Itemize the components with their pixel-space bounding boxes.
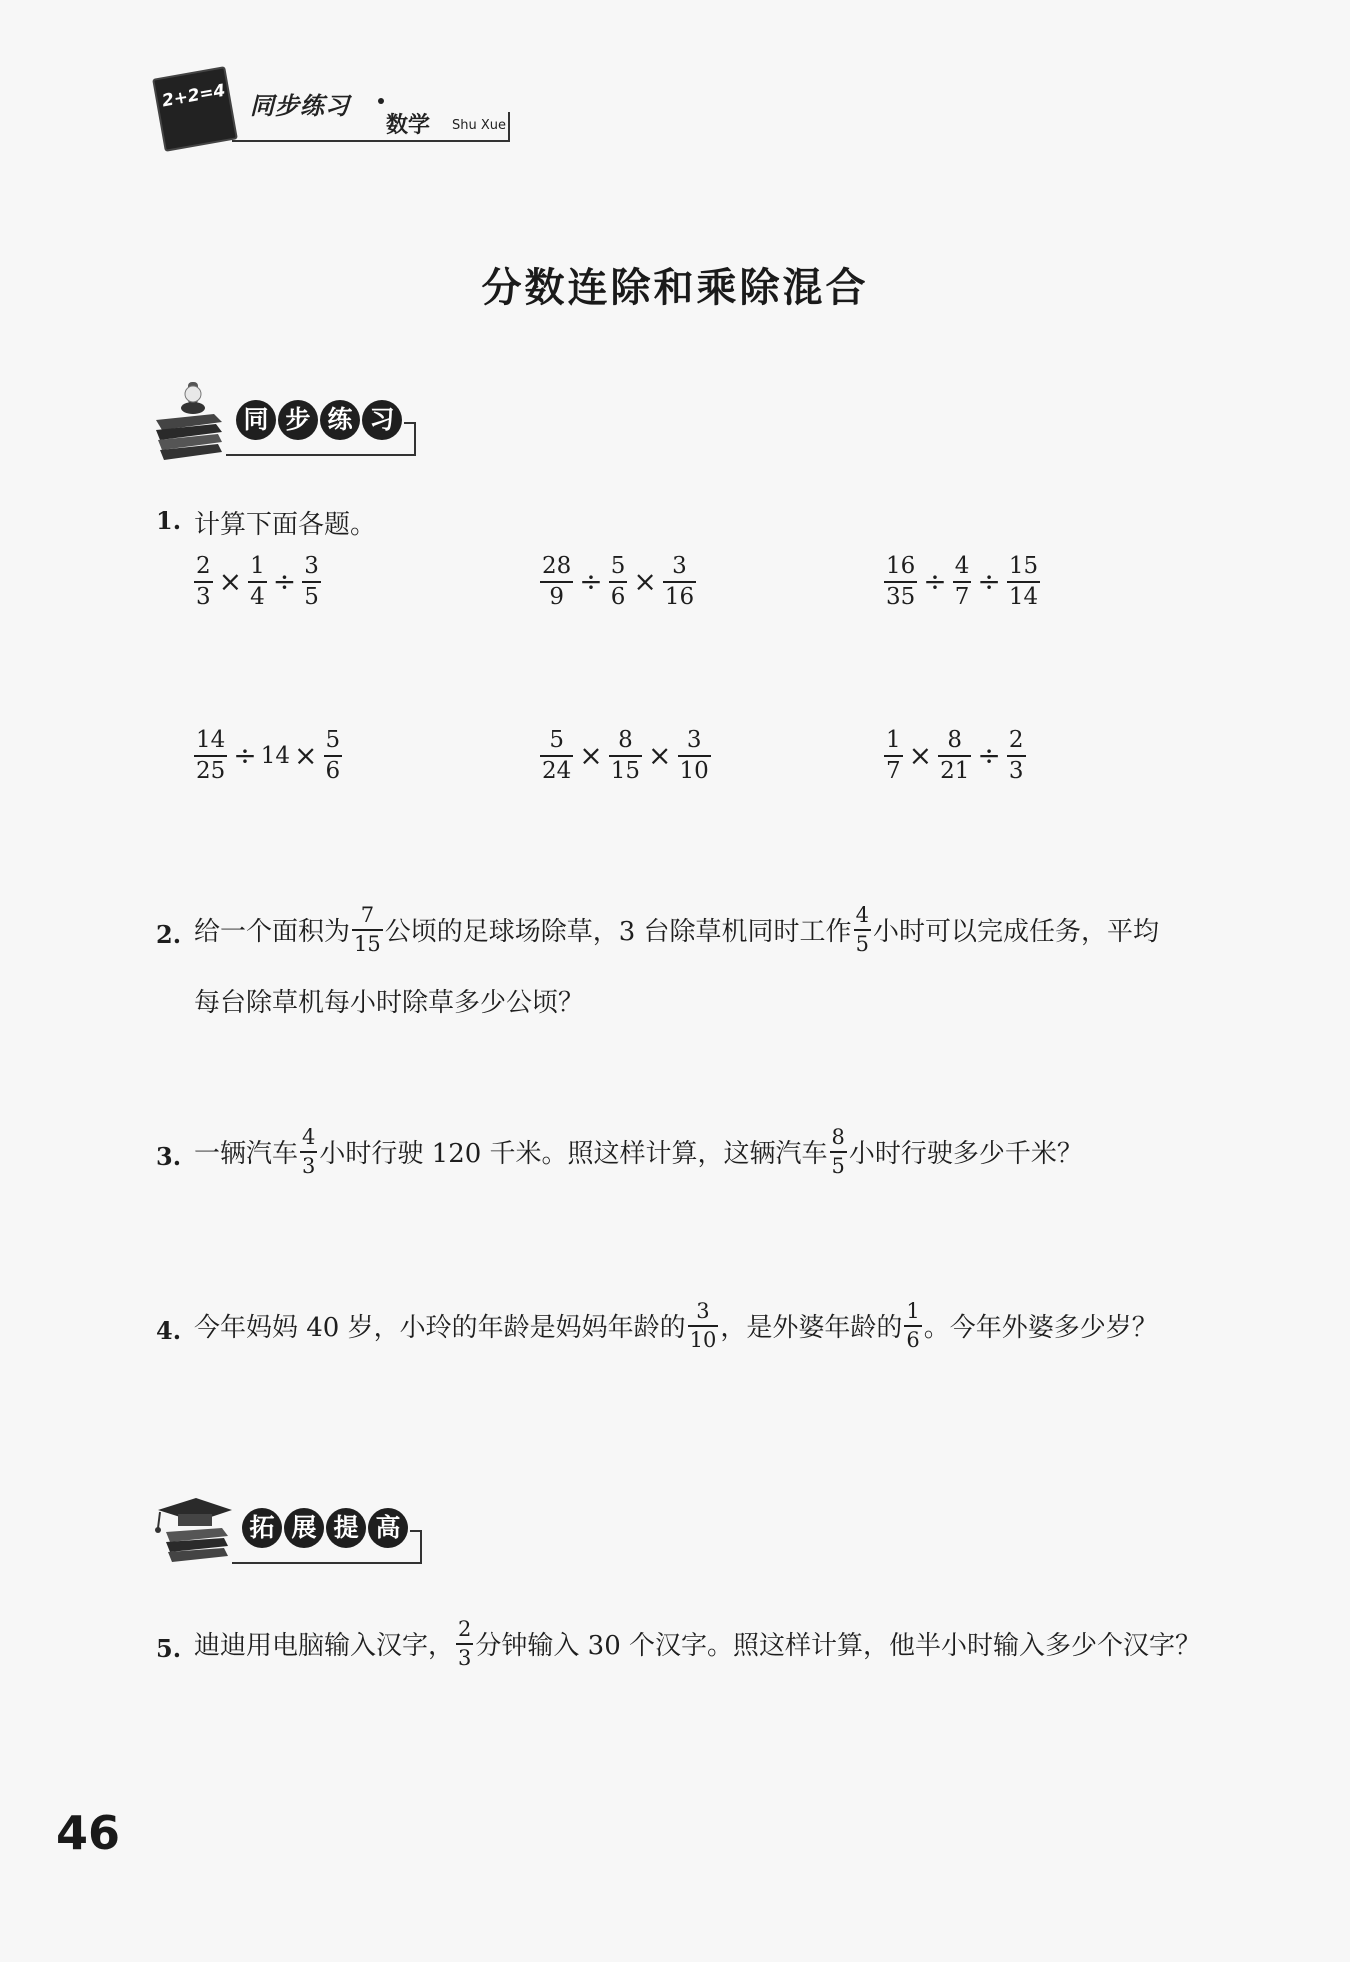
- expression-4: [192, 726, 344, 786]
- denominator: 6: [610, 583, 626, 610]
- fraction: [663, 552, 696, 612]
- subject-pinyin: Shu Xue: [452, 118, 507, 133]
- text-run: 给一个面积为: [194, 917, 351, 948]
- question-line: [194, 902, 1159, 958]
- fraction: [456, 1616, 473, 1672]
- denominator: 21: [940, 757, 970, 784]
- text-run: 今年妈妈 40 岁，小玲的年龄是妈妈年龄的: [194, 1313, 686, 1344]
- expression-1: [192, 552, 323, 612]
- numerator: 7: [360, 903, 375, 927]
- fraction: [1007, 726, 1026, 786]
- denominator: 15: [354, 931, 381, 956]
- denominator: 14: [1008, 583, 1039, 610]
- fraction: [194, 726, 227, 786]
- operator: ÷: [977, 739, 1001, 773]
- fraction: [609, 552, 628, 612]
- fraction: [540, 726, 573, 786]
- denominator: 9: [549, 583, 564, 610]
- question-number: 4.: [156, 1316, 182, 1345]
- fraction: [352, 902, 383, 958]
- text-run: 小时行驶多少千米？: [848, 1139, 1083, 1170]
- numerator: 2: [1008, 727, 1024, 753]
- denominator: 16: [664, 583, 695, 610]
- subject-label: 数学: [386, 113, 431, 138]
- denominator: 3: [1008, 757, 1024, 784]
- header-dot: [378, 98, 384, 104]
- denominator: 5: [855, 931, 869, 956]
- text-run: 小时可以完成任务，平均: [872, 917, 1159, 948]
- text-run: 。今年外婆多少岁？: [923, 1313, 1158, 1344]
- denominator: 10: [689, 1327, 717, 1352]
- operator: ×: [579, 739, 603, 773]
- operator: ×: [908, 739, 933, 773]
- fraction: [830, 1124, 847, 1180]
- books-lamp-icon: [152, 378, 226, 464]
- denominator: 3: [302, 1153, 316, 1178]
- fraction: [953, 552, 972, 612]
- question-number: 2.: [156, 920, 182, 949]
- operator: ÷: [272, 565, 297, 599]
- text-run: 小时行驶 120 千米。照这样计算，这辆汽车: [319, 1139, 828, 1170]
- question-line: [194, 1124, 1083, 1180]
- question-line: [194, 1298, 1158, 1354]
- numerator: 15: [1008, 553, 1039, 579]
- numerator: 1: [250, 553, 265, 579]
- expression-6: [882, 726, 1028, 786]
- numerator: 2: [196, 553, 211, 579]
- denominator: 6: [906, 1327, 920, 1352]
- operator: ×: [633, 565, 657, 599]
- operator: ÷: [923, 565, 947, 599]
- denominator: 4: [250, 583, 265, 610]
- operator: ×: [218, 565, 243, 599]
- denominator: 5: [831, 1153, 845, 1178]
- expression-3: [882, 552, 1042, 612]
- denominator: 3: [196, 583, 211, 610]
- question-number: 5.: [156, 1634, 182, 1663]
- operator: ÷: [579, 565, 603, 599]
- numerator: 16: [886, 553, 916, 579]
- question-line: [194, 1616, 1201, 1672]
- numerator: 5: [325, 727, 341, 753]
- expression-2: [538, 552, 698, 612]
- numerator: 5: [549, 727, 564, 753]
- fraction: [248, 552, 267, 612]
- numerator: 2: [458, 1617, 472, 1641]
- text-run: 公顷的足球场除草，3 台除草机同时工作: [384, 917, 852, 948]
- denominator: 24: [542, 757, 572, 784]
- numerator: 3: [304, 553, 319, 579]
- header-rule-end: [508, 112, 510, 142]
- banner-char-4: 习: [362, 400, 402, 440]
- banner-char-1: 同: [236, 400, 276, 440]
- numerator: 8: [831, 1125, 845, 1149]
- denominator: 7: [954, 583, 970, 610]
- numerator: 8: [947, 727, 963, 753]
- operator: ×: [294, 739, 318, 773]
- numerator: 1: [906, 1299, 920, 1323]
- graduation-cap-books-icon: [152, 1494, 234, 1566]
- banner-char-3: 练: [320, 400, 360, 440]
- text-run: 一辆汽车: [194, 1139, 299, 1170]
- operator: ÷: [977, 565, 1001, 599]
- numerator: 4: [302, 1125, 316, 1149]
- series-title: 同步练习: [250, 92, 350, 120]
- fraction: [1007, 552, 1040, 612]
- expression-5: [538, 726, 713, 786]
- banner-char-4: 高: [368, 1508, 408, 1548]
- operator: ÷: [233, 739, 257, 773]
- fraction: [678, 726, 711, 786]
- page-number: 46: [56, 1806, 121, 1860]
- banner-char-3: 提: [326, 1508, 366, 1548]
- fraction: [854, 902, 871, 958]
- fraction: [194, 552, 213, 612]
- numerator: 1: [886, 727, 901, 753]
- numerator: 5: [610, 553, 626, 579]
- fraction: [688, 1298, 719, 1354]
- banner-char-1: 拓: [242, 1508, 282, 1548]
- question-number: 3.: [156, 1142, 182, 1171]
- banner-char-2: 展: [284, 1508, 324, 1548]
- numerator: 3: [672, 553, 687, 579]
- numerator: 4: [855, 903, 869, 927]
- denominator: 3: [458, 1645, 472, 1670]
- denominator: 25: [196, 757, 226, 784]
- numerator: 8: [618, 727, 633, 753]
- denominator: 15: [610, 757, 641, 784]
- fraction: [884, 726, 903, 786]
- chalkboard-logo-icon: [152, 66, 238, 152]
- banner-char-2: 步: [278, 400, 318, 440]
- question-text: 计算下面各题。: [194, 510, 377, 540]
- numerator: 4: [954, 553, 970, 579]
- section-banner-practice: [236, 400, 404, 440]
- fraction: [300, 1124, 317, 1180]
- fraction: [302, 552, 321, 612]
- question-line: 每台除草机每小时除草多少公顷？: [194, 988, 585, 1018]
- fraction: [609, 726, 642, 786]
- denominator: 5: [304, 583, 319, 610]
- question-number: 1.: [156, 506, 182, 535]
- numerator: 3: [686, 727, 702, 753]
- board-text: 2+2=4: [160, 80, 227, 112]
- fraction: [904, 1298, 921, 1354]
- fraction: [884, 552, 917, 612]
- denominator: 35: [886, 583, 916, 610]
- text-run: 分钟输入 30 个汉字。照这样计算，他半小时输入多少个汉字？: [475, 1631, 1202, 1662]
- text-run: ，是外婆年龄的: [720, 1313, 903, 1344]
- denominator: 10: [679, 757, 709, 784]
- text-run: 14: [260, 742, 291, 769]
- denominator: 7: [886, 757, 901, 784]
- denominator: 6: [325, 757, 341, 784]
- section-banner-extension: [242, 1508, 410, 1548]
- header-rule: [232, 140, 510, 142]
- operator: ×: [648, 739, 672, 773]
- fraction: [540, 552, 573, 612]
- text-run: 迪迪用电脑输入汉字，: [194, 1631, 455, 1662]
- fraction: [324, 726, 343, 786]
- page-title: 分数连除和乘除混合: [481, 264, 869, 311]
- fraction: [938, 726, 971, 786]
- numerator: 14: [196, 727, 226, 753]
- numerator: 28: [542, 553, 572, 579]
- numerator: 3: [696, 1299, 710, 1323]
